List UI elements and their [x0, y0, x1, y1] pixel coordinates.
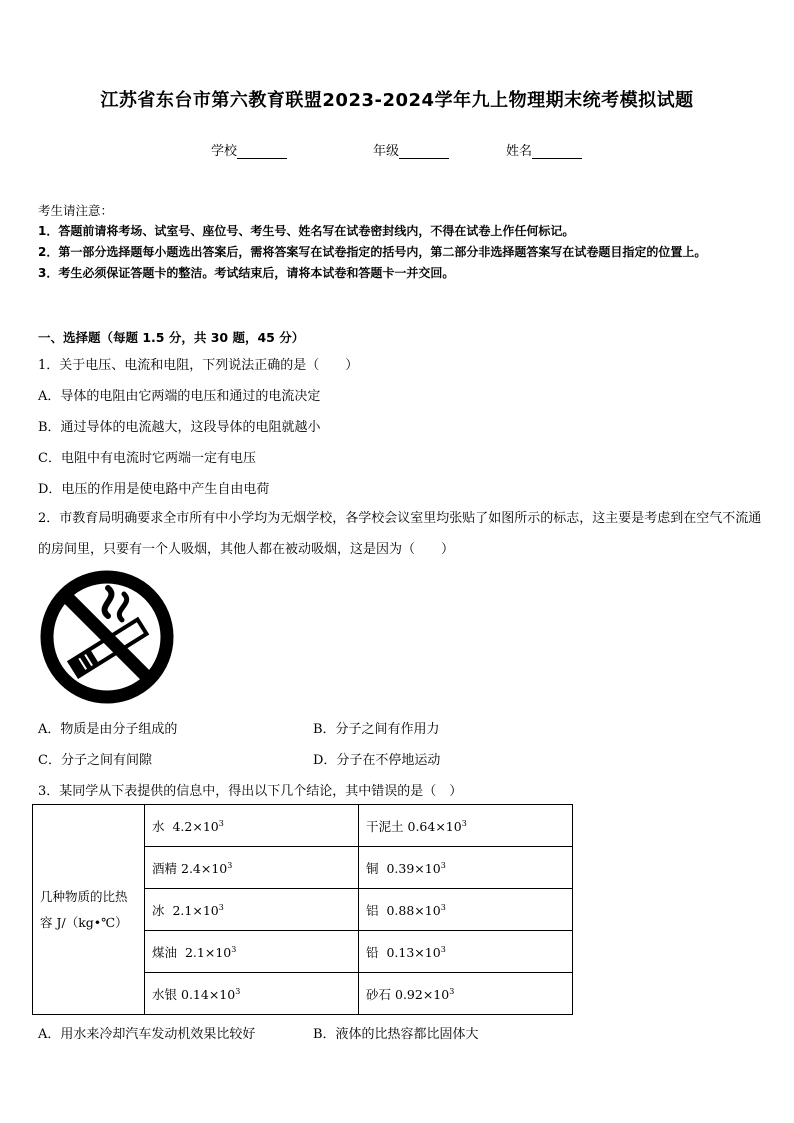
- school-field: [211, 140, 287, 159]
- school-blank: [237, 144, 287, 159]
- notice-heading: 考生请注意：: [38, 203, 114, 218]
- q2-option-d: D．分子在不停地运动: [313, 753, 441, 768]
- q1-option-d: D．电压的作用是使电路中产生自由电荷: [38, 482, 270, 497]
- row-header-line-2: 容 J/（kg•℃）: [40, 914, 128, 930]
- q1-option-a: A．导体的电阻由它两端的电压和通过的电流决定: [38, 389, 321, 404]
- page-title: 江苏省东台市第六教育联盟2023-2024学年九上物理期末统考模拟试题: [100, 90, 694, 111]
- table-cell: 水银 $0.14\times 10^3$: [145, 973, 359, 1015]
- notice-item-2: 2．第一部分选择题每小题选出答案后，需将答案写在试卷指定的括号内，第二部分非选择题答案写在试卷题目指定的位置上。: [38, 245, 707, 259]
- table-cell: 酒精 $2.4\times 10^3$: [145, 847, 359, 889]
- specific-heat-table: [32, 804, 573, 1015]
- grade-label: 年级: [373, 144, 400, 159]
- q2-option-b: B．分子之间有作用力: [313, 722, 440, 737]
- table-cell: 砂石 $0.92\times 10^3$: [359, 973, 573, 1015]
- table-cell: 铜 $0.39\times 10^3$: [359, 847, 573, 889]
- table-cell: 冰 $2.1\times 10^3$: [145, 889, 359, 931]
- table-cell: 煤油 $2.1\times 10^3$: [145, 931, 359, 973]
- grade-field: [373, 140, 449, 159]
- row-header-line-1: 几种物质的比热: [40, 888, 128, 904]
- student-info-row: [0, 140, 794, 160]
- table-row: [33, 805, 573, 847]
- section-heading: 一、选择题（每题 1.5 分，共 30 题，45 分）: [38, 330, 305, 345]
- name-field: [506, 140, 582, 159]
- table-cell: 干泥土 $0.64\times 10^3$: [359, 805, 573, 847]
- school-label: 学校: [211, 144, 238, 159]
- name-blank: [532, 144, 582, 159]
- notice-item-1: 1．答题前请将考场、试室号、座位号、考生号、姓名写在试卷密封线内，不得在试卷上作任何标记。: [38, 224, 575, 238]
- table-cell: 水 $4.2\times 10^3$: [145, 805, 359, 847]
- q1-stem: 1．关于电压、电流和电阻，下列说法正确的是（ ）: [38, 358, 359, 373]
- notice-item-3: 3．考生必须保证答题卡的整洁。考试结束后，请将本试卷和答题卡一并交回。: [38, 266, 455, 280]
- table-cell: 铅 $0.13\times 10^3$: [359, 931, 573, 973]
- grade-blank: [399, 144, 449, 159]
- name-label: 姓名: [506, 144, 533, 159]
- q1-option-b: B．通过导体的电流越大，这段导体的电阻就越小: [38, 420, 321, 435]
- q2-option-c: C．分子之间有间隙: [38, 753, 152, 768]
- no-smoking-sign-icon: [38, 568, 176, 706]
- q1-option-c: C．电阻中有电流时它两端一定有电压: [38, 451, 256, 466]
- q2-option-a: A．物质是由分子组成的: [38, 722, 178, 737]
- notice-block: [38, 200, 758, 284]
- q3-option-a: A．用水来冷却汽车发动机效果比较好: [38, 1027, 256, 1042]
- q3-stem: 3．某同学从下表提供的信息中，得出以下几个结论，其中错误的是（ ）: [38, 784, 463, 799]
- q2-stem: 2．市教育局明确要求全市所有中小学均为无烟学校，各学校会议室里均张贴了如图所示的标志，这主要是考虑到在空气不流通的房间里，只要有一个人吸烟，其他人都在被动吸烟，这是因为（ ）: [38, 511, 762, 557]
- table-cell: 铝 $0.88\times 10^3$: [359, 889, 573, 931]
- table-row-header: [33, 805, 145, 1015]
- q3-option-b: B．液体的比热容都比固体大: [313, 1027, 479, 1042]
